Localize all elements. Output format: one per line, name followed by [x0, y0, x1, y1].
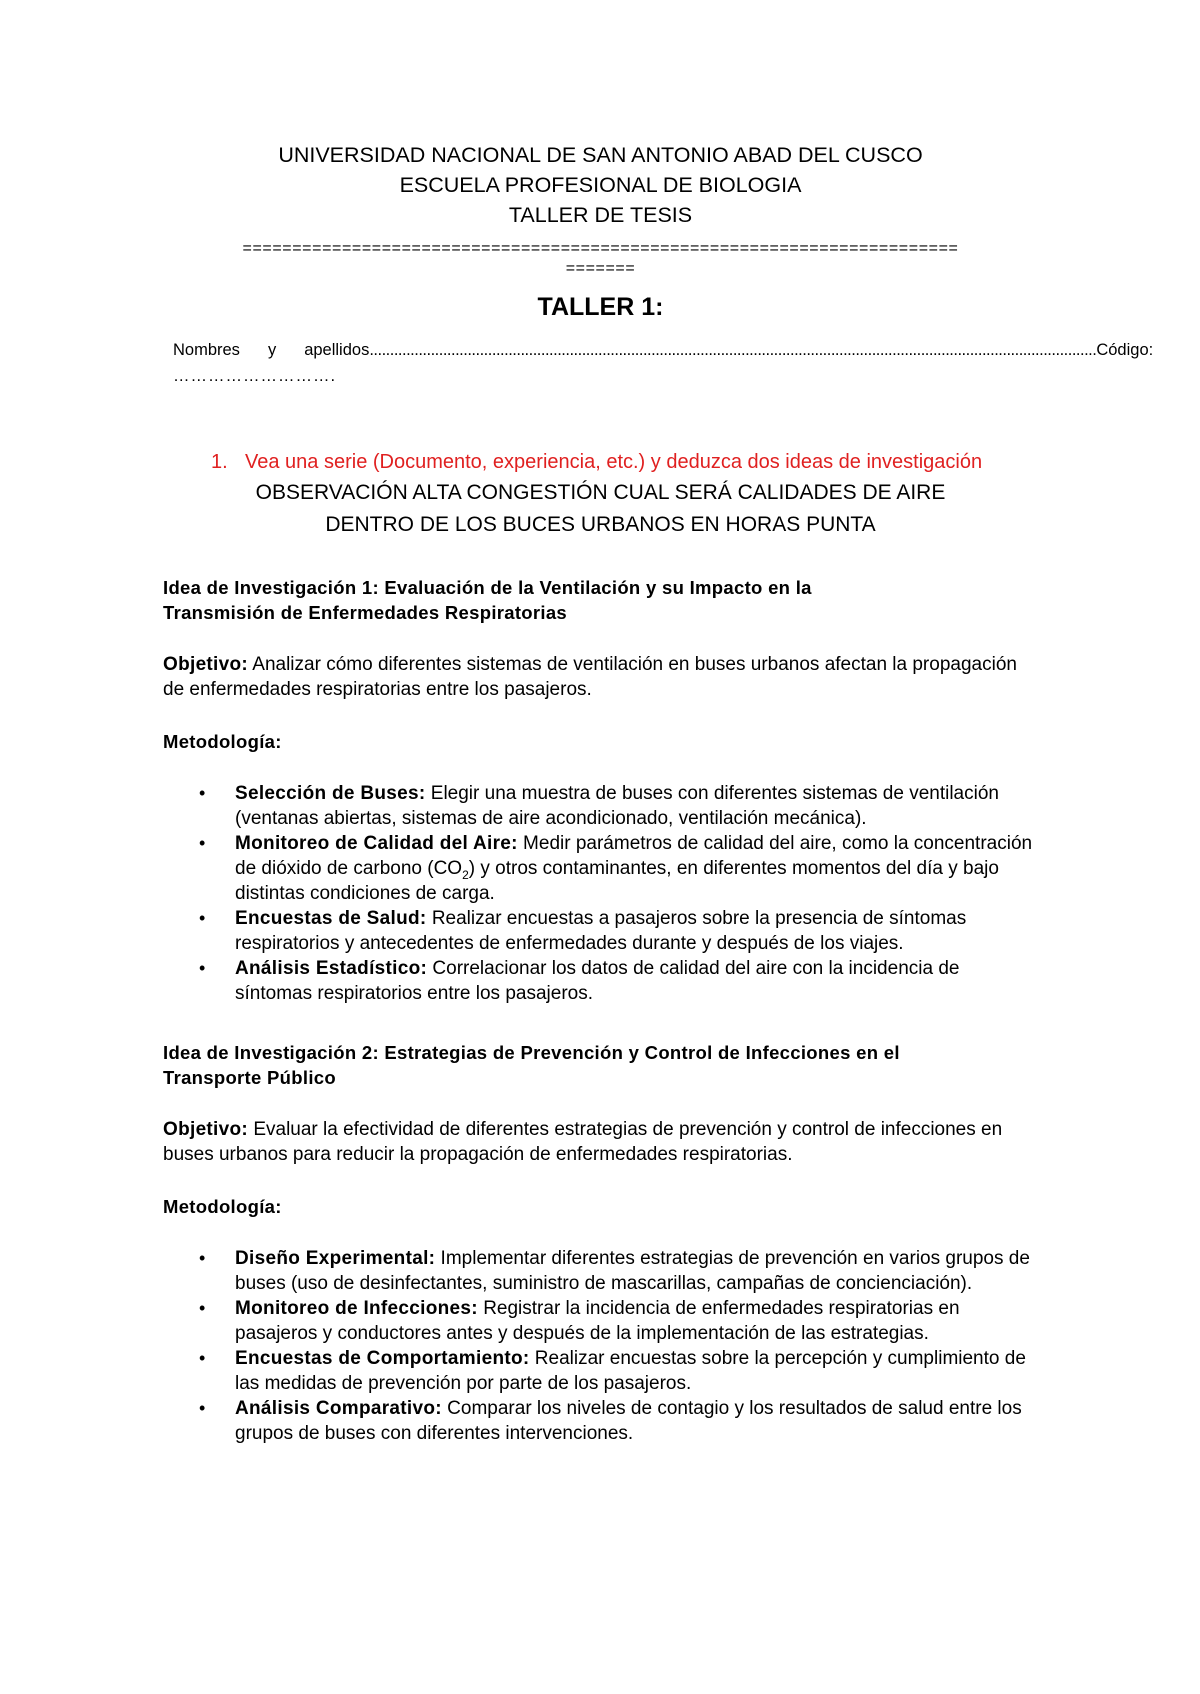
objective-label: Objetivo:: [163, 654, 249, 675]
question-1-number: 1.: [211, 451, 228, 473]
code-label: Código:: [1096, 341, 1154, 359]
list-item: [163, 781, 1038, 831]
bullet-icon: •: [199, 833, 206, 853]
list-item-body: Elegir una muestra de buses con diferentes sistemas de ventilación (ventanas abiertas, sistemas de aire acondicionado, ventilación mecánica).: [235, 783, 999, 829]
list-item-body: Registrar la incidencia de enfermedades respiratorias en pasajeros y conductores antes y después de la implementación de las estrategias.: [235, 1298, 960, 1344]
idea-2-methodology-heading: Metodología:: [163, 1196, 282, 1217]
objective-text: Analizar cómo diferentes sistemas de ventilación en buses urbanos afectan la propagación de enfermedades respiratorias entre los pasajeros.: [163, 654, 1017, 700]
subscript-2: 2: [462, 867, 469, 882]
list-item-label: Análisis Comparativo:: [235, 1398, 442, 1419]
idea-1-objective: [163, 652, 1038, 702]
bullet-icon: •: [199, 1298, 206, 1318]
bullet-icon: •: [199, 1348, 206, 1368]
course-name: TALLER DE TESIS: [508, 203, 693, 227]
names-row: [173, 337, 1154, 363]
question-1: [211, 449, 1038, 475]
idea-2-title: [163, 1040, 1038, 1090]
list-item: [163, 1246, 1038, 1296]
observation-line-2: DENTRO DE LOS BUCES URBANOS EN HORAS PUNTA: [325, 513, 876, 536]
list-item: [163, 1296, 1038, 1346]
names-label-word-1: Nombres: [173, 341, 240, 359]
list-item-body: Comparar los niveles de contagio y los resultados de salud entre los grupos de buses con diferentes intervenciones.: [235, 1398, 1022, 1444]
names-blank-line: ..................................................................................................................................................................................: [369, 341, 1097, 359]
idea-2-objective: [163, 1117, 1038, 1167]
bullet-icon: •: [199, 783, 206, 803]
page-title: TALLER 1:: [537, 293, 664, 321]
list-item-text: [235, 1296, 1038, 1346]
bullet-icon: •: [199, 1248, 206, 1268]
names-label-word-3: apellidos: [304, 341, 370, 359]
list-item-text: [235, 1346, 1038, 1396]
bullet-icon: •: [199, 958, 206, 978]
school-name: ESCUELA PROFESIONAL DE BIOLOGIA: [399, 173, 802, 197]
list-item-body: Realizar encuestas sobre la percepción y cumplimiento de las medidas de prevención por parte de los pasajeros.: [235, 1348, 1026, 1394]
list-item-body: Realizar encuestas a pasajeros sobre la presencia de síntomas respiratorios y antecedentes de enfermedades durante y después de los viajes.: [235, 908, 967, 954]
list-item-label: Análisis Estadístico:: [235, 958, 428, 979]
list-item: [163, 1346, 1038, 1396]
idea-1-title-line-1: Idea de Investigación 1: Evaluación de la Ventilación y su Impacto en la: [163, 577, 812, 598]
list-item-text: [235, 906, 1038, 956]
idea-1-methodology-list: [163, 781, 1038, 1006]
separator-line-2: =======: [565, 260, 636, 277]
separator-line: [163, 239, 1038, 279]
list-item: [163, 831, 1038, 906]
objective-text: Evaluar la efectividad de diferentes estrategias de prevención y control de infecciones en buses urbanos para reducir la propagación de enfermedades respiratorias.: [163, 1119, 1003, 1165]
list-item: [163, 906, 1038, 956]
list-item-label: Encuestas de Salud:: [235, 908, 427, 929]
list-item: [163, 1396, 1038, 1446]
list-item-label: Monitoreo de Calidad del Aire:: [235, 833, 518, 854]
idea-2-title-line-1: Idea de Investigación 2: Estrategias de Prevención y Control de Infecciones en el: [163, 1042, 900, 1063]
code-blank-line: ……………………….: [173, 367, 337, 385]
bullet-icon: •: [199, 1398, 206, 1418]
list-item-text: [235, 781, 1038, 831]
list-item-text: [235, 831, 1038, 906]
idea-1-methodology-heading: Metodología:: [163, 731, 282, 752]
list-item-body: Medir parámetros de calidad del aire, como la concentración de dióxido de carbono (CO: [235, 833, 1033, 879]
bullet-icon: •: [199, 908, 206, 928]
list-item-body: Implementar diferentes estrategias de prevención en varios grupos de buses (uso de desinfectantes, suministro de mascarillas, campañas de concienciación).: [235, 1248, 1030, 1294]
list-item-label: Monitoreo de Infecciones:: [235, 1298, 478, 1319]
list-item-label: Selección de Buses:: [235, 783, 426, 804]
list-item-label: Diseño Experimental:: [235, 1248, 436, 1269]
document-content: [163, 140, 1154, 1446]
student-info: [173, 337, 1154, 389]
list-item-body: Correlacionar los datos de calidad del aire con la incidencia de síntomas respiratorios entre los pasajeros.: [235, 958, 960, 1004]
names-label-word-2: y: [267, 341, 277, 359]
university-name: UNIVERSIDAD NACIONAL DE SAN ANTONIO ABAD DEL CUSCO: [278, 143, 923, 167]
separator-line-1: ========================================================================: [242, 240, 959, 257]
list-item-body-cont: ) y otros contaminantes, en diferentes momentos del día y bajo distintas condiciones de carga.: [235, 858, 999, 904]
list-item-text: [235, 1396, 1038, 1446]
list-item: [163, 956, 1038, 1006]
question-1-text: Vea una serie (Documento, experiencia, etc.) y deduzca dos ideas de investigación: [245, 451, 983, 473]
list-item-text: [235, 956, 1038, 1006]
idea-1-title-line-2: Transmisión de Enfermedades Respiratorias: [163, 602, 568, 623]
idea-2-title-line-2: Transporte Público: [163, 1067, 336, 1088]
observation-text: [163, 477, 1038, 541]
observation-line-1: OBSERVACIÓN ALTA CONGESTIÓN CUAL SERÁ CALIDADES DE AIRE: [255, 481, 946, 504]
idea-2-methodology-list: [163, 1246, 1038, 1446]
list-item-label: Encuestas de Comportamiento:: [235, 1348, 530, 1369]
idea-1-title: [163, 575, 1038, 625]
objective-label: Objetivo:: [163, 1119, 249, 1140]
list-item-text: [235, 1246, 1038, 1296]
